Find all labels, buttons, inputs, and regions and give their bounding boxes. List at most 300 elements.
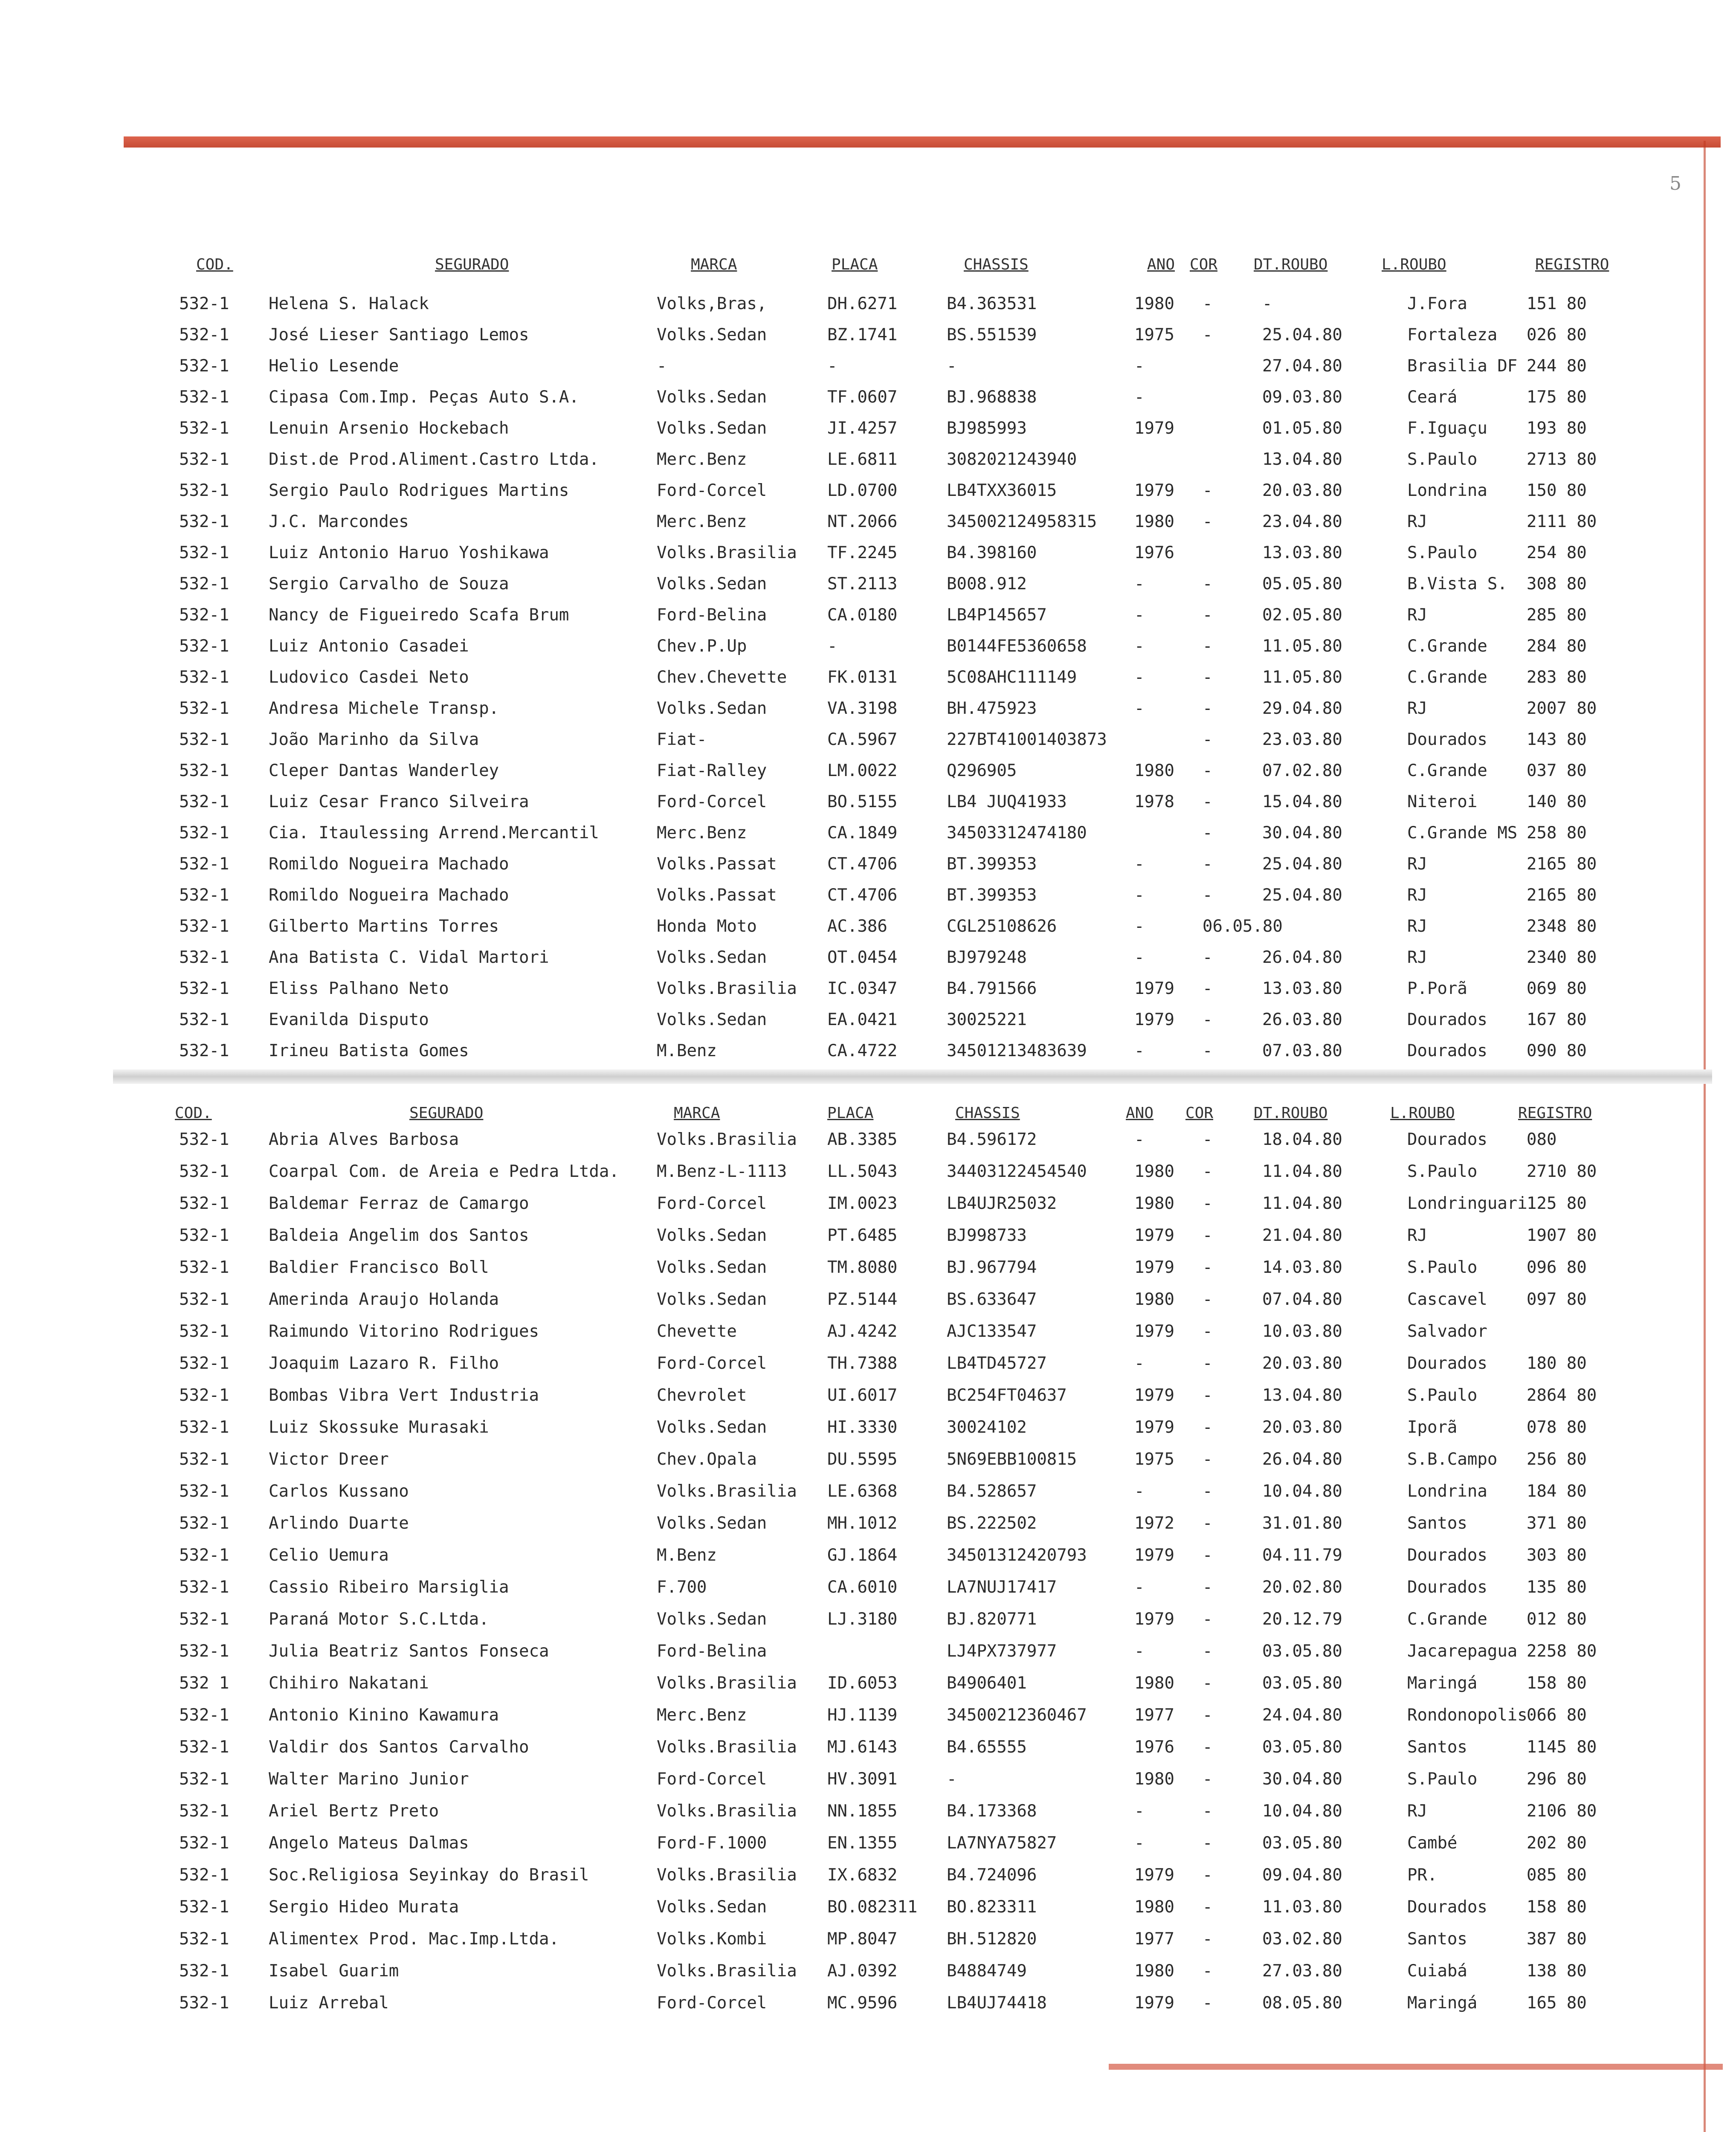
- cell-registro: 284 80: [1527, 637, 1587, 656]
- cell-dt-roubo: 15.04.80: [1262, 792, 1342, 811]
- table-row: [179, 1226, 1646, 1257]
- cell-local-roubo: Londrina: [1407, 1482, 1487, 1501]
- cell-dt-roubo: 20.03.80: [1262, 481, 1342, 500]
- cell-ano: 1980: [1134, 512, 1174, 531]
- cell-chassis: LB4UJ74418: [947, 1993, 1047, 2013]
- cell-segurado: Abria Alves Barbosa: [269, 1130, 459, 1149]
- cell-registro: 026 80: [1527, 325, 1587, 345]
- cell-cor: -: [1203, 1993, 1213, 2013]
- header-placa: PLACA: [827, 1104, 874, 1122]
- cell-dt-roubo: 13.04.80: [1262, 450, 1342, 469]
- cell-placa: LJ.3180: [827, 1610, 898, 1629]
- page-number: 5: [1669, 173, 1681, 194]
- cell-cor: -: [1203, 1482, 1213, 1501]
- cell-placa: MP.8047: [827, 1929, 898, 1949]
- cell-marca: Volks.Brasilia: [657, 1482, 797, 1501]
- cell-chassis: AJC133547: [947, 1322, 1037, 1341]
- cell-ano: 1980: [1134, 761, 1174, 780]
- table-row: [179, 1642, 1646, 1672]
- cell-placa: MC.9596: [827, 1993, 898, 2013]
- cell-cor: -: [1203, 1610, 1213, 1629]
- cell-marca: Volks.Sedan: [657, 1610, 767, 1629]
- cell-dt-roubo: 04.11.79: [1262, 1546, 1342, 1565]
- cell-cor: -: [1203, 481, 1213, 500]
- cell-dt-roubo: 26.04.80: [1262, 1450, 1342, 1469]
- cell-cod: 532-1: [179, 1514, 229, 1533]
- cell-local-roubo: C.Grande: [1407, 637, 1487, 656]
- cell-chassis: LA7NYA75827: [947, 1834, 1057, 1853]
- cell-ano: -: [1134, 668, 1145, 687]
- cell-cod: 532-1: [179, 512, 229, 531]
- cell-local-roubo: RJ: [1407, 948, 1427, 967]
- cell-dt-roubo: 07.02.80: [1262, 761, 1342, 780]
- cell-marca: Volks.Sedan: [657, 1897, 767, 1917]
- cell-registro: 080: [1527, 1130, 1557, 1149]
- cell-segurado: Walter Marino Junior: [269, 1770, 469, 1789]
- cell-cod: 532-1: [179, 450, 229, 469]
- cell-placa: CT.4706: [827, 855, 898, 874]
- header-cod: COD.: [175, 1104, 212, 1122]
- cell-registro: 308 80: [1527, 574, 1587, 594]
- cell-placa: PT.6485: [827, 1226, 898, 1245]
- cell-dt-roubo: 09.04.80: [1262, 1866, 1342, 1885]
- cell-registro: 037 80: [1527, 761, 1587, 780]
- cell-chassis: -: [947, 356, 957, 376]
- table-row: [179, 1290, 1646, 1321]
- cell-chassis: B4.65555: [947, 1738, 1027, 1757]
- cell-local-roubo: Santos: [1407, 1738, 1467, 1757]
- cell-cod: 532-1: [179, 1578, 229, 1597]
- header-registro: REGISTRO: [1518, 1104, 1592, 1122]
- cell-chassis: 5C08AHC111149: [947, 668, 1077, 687]
- cell-chassis: 5N69EBB100815: [947, 1450, 1077, 1469]
- cell-marca: Volks.Sedan: [657, 1226, 767, 1245]
- cell-segurado: Helio Lesende: [269, 356, 399, 376]
- cell-local-roubo: Dourados: [1407, 1546, 1487, 1565]
- cell-chassis: -: [947, 1770, 957, 1789]
- cell-registro: 2165 80: [1527, 855, 1597, 874]
- cell-segurado: Luiz Antonio Casadei: [269, 637, 469, 656]
- table-row: [179, 1514, 1646, 1544]
- cell-segurado: Cassio Ribeiro Marsiglia: [269, 1578, 509, 1597]
- header-l-roubo: L.ROUBO: [1390, 1104, 1455, 1122]
- cell-ano: -: [1134, 574, 1145, 594]
- cell-cor: -: [1203, 1802, 1213, 1821]
- cell-ano: 1979: [1134, 1010, 1174, 1029]
- cell-chassis: 30024102: [947, 1418, 1027, 1437]
- cell-local-roubo: PR.: [1407, 1866, 1437, 1885]
- cell-marca: Ford-F.1000: [657, 1834, 767, 1853]
- table-row: [179, 1674, 1646, 1704]
- cell-dt-roubo: 03.02.80: [1262, 1929, 1342, 1949]
- cell-chassis: B4884749: [947, 1961, 1027, 1981]
- cell-cod: 532-1: [179, 948, 229, 967]
- cell-dt-roubo: 20.12.79: [1262, 1610, 1342, 1629]
- cell-segurado: Chihiro Nakatani: [269, 1674, 429, 1693]
- cell-segurado: Luiz Cesar Franco Silveira: [269, 792, 529, 811]
- table-row: [179, 1929, 1646, 1960]
- cell-registro: 2106 80: [1527, 1802, 1597, 1821]
- cell-segurado: Isabel Guarim: [269, 1961, 399, 1981]
- cell-registro: 085 80: [1527, 1866, 1587, 1885]
- cell-cod: 532-1: [179, 1834, 229, 1853]
- table-row: [179, 1162, 1646, 1193]
- cell-cor: -: [1203, 1290, 1213, 1309]
- cell-cod: 532-1: [179, 1706, 229, 1725]
- cell-marca: Volks.Brasilia: [657, 1738, 797, 1757]
- cell-cod: 532-1: [179, 1041, 229, 1060]
- cell-registro: 1907 80: [1527, 1226, 1597, 1245]
- cell-cor: -: [1203, 979, 1213, 998]
- table-row: [179, 325, 1646, 356]
- cell-cor: -: [1203, 730, 1213, 749]
- table-row: [179, 356, 1646, 387]
- header-registro: REGISTRO: [1535, 256, 1609, 273]
- cell-registro: 066 80: [1527, 1706, 1587, 1725]
- cell-placa: HV.3091: [827, 1770, 898, 1789]
- cell-dt-roubo: 03.05.80: [1262, 1674, 1342, 1693]
- cell-dt-roubo: 13.04.80: [1262, 1386, 1342, 1405]
- cell-cod: 532-1: [179, 1290, 229, 1309]
- cell-cor: -: [1203, 1418, 1213, 1437]
- cell-cor: -: [1203, 1226, 1213, 1245]
- cell-registro: 303 80: [1527, 1546, 1587, 1565]
- cell-chassis: 345002124958315: [947, 512, 1097, 531]
- cell-registro: 296 80: [1527, 1770, 1587, 1789]
- cell-cor: -: [1203, 1642, 1213, 1661]
- cell-local-roubo: RJ: [1407, 917, 1427, 936]
- cell-local-roubo: S.Paulo: [1407, 1258, 1478, 1277]
- cell-ano: 1977: [1134, 1706, 1174, 1725]
- cell-dt-roubo: 18.04.80: [1262, 1130, 1342, 1149]
- cell-cod: 532-1: [179, 1258, 229, 1277]
- cell-placa: IX.6832: [827, 1866, 898, 1885]
- cell-registro: 150 80: [1527, 481, 1587, 500]
- cell-dt-roubo: 29.04.80: [1262, 699, 1342, 718]
- cell-segurado: José Lieser Santiago Lemos: [269, 325, 529, 345]
- table-row: [179, 1866, 1646, 1896]
- cell-placa: LD.0700: [827, 481, 898, 500]
- cell-chassis: 3082021243940: [947, 450, 1077, 469]
- cell-registro: 371 80: [1527, 1514, 1587, 1533]
- cell-cod: 532-1: [179, 1802, 229, 1821]
- cell-local-roubo: Dourados: [1407, 1578, 1487, 1597]
- cell-segurado: Celio Uemura: [269, 1546, 389, 1565]
- cell-ano: 1977: [1134, 1929, 1174, 1949]
- cell-registro: 193 80: [1527, 419, 1587, 438]
- cell-ano: -: [1134, 948, 1145, 967]
- cell-cor: -: [1203, 1866, 1213, 1885]
- table-row: [179, 450, 1646, 481]
- cell-cor: -: [1203, 1010, 1213, 1029]
- cell-local-roubo: S.Paulo: [1407, 1770, 1478, 1789]
- cell-cod: 532-1: [179, 1482, 229, 1501]
- cell-ano: -: [1134, 637, 1145, 656]
- cell-dt-roubo: 05.05.80: [1262, 574, 1342, 594]
- cell-dt-roubo: 25.04.80: [1262, 325, 1342, 345]
- cell-ano: 1979: [1134, 1546, 1174, 1565]
- cell-segurado: Antonio Kinino Kawamura: [269, 1706, 499, 1725]
- cell-local-roubo: RJ: [1407, 886, 1427, 905]
- cell-ano: 1976: [1134, 543, 1174, 562]
- cell-local-roubo: S.Paulo: [1407, 1162, 1478, 1181]
- cell-dt-roubo: 13.03.80: [1262, 543, 1342, 562]
- cell-cor: -: [1203, 1386, 1213, 1405]
- cell-cor: 06.05.80: [1203, 917, 1283, 936]
- table-row: [179, 1802, 1646, 1832]
- cell-ano: 1979: [1134, 419, 1174, 438]
- cell-marca: Volks.Brasilia: [657, 1866, 797, 1885]
- cell-cor: -: [1203, 1770, 1213, 1789]
- cell-local-roubo: F.Iguaçu: [1407, 419, 1487, 438]
- cell-local-roubo: Cambé: [1407, 1834, 1458, 1853]
- cell-dt-roubo: 20.02.80: [1262, 1578, 1342, 1597]
- cell-placa: IM.0023: [827, 1194, 898, 1213]
- cell-marca: Volks.Sedan: [657, 948, 767, 967]
- cell-chassis: BT.399353: [947, 886, 1037, 905]
- header-ano: ANO: [1147, 256, 1175, 273]
- cell-ano: -: [1134, 855, 1145, 874]
- cell-dt-roubo: 31.01.80: [1262, 1514, 1342, 1533]
- cell-cor: -: [1203, 1194, 1213, 1213]
- cell-local-roubo: Iporã: [1407, 1418, 1458, 1437]
- cell-placa: TM.8080: [827, 1258, 898, 1277]
- cell-placa: NN.1855: [827, 1802, 898, 1821]
- cell-ano: 1980: [1134, 294, 1174, 313]
- cell-dt-roubo: -: [1262, 294, 1272, 313]
- cell-marca: Volks.Sedan: [657, 1514, 767, 1533]
- header-cor: COR: [1185, 1104, 1214, 1122]
- table-row: [179, 294, 1646, 325]
- cell-segurado: Baldemar Ferraz de Camargo: [269, 1194, 529, 1213]
- cell-segurado: Luiz Skossuke Murasaki: [269, 1418, 489, 1437]
- cell-ano: 1980: [1134, 1770, 1174, 1789]
- cell-dt-roubo: 27.03.80: [1262, 1961, 1342, 1981]
- cell-marca: Volks.Passat: [657, 855, 777, 874]
- table-row: [179, 1961, 1646, 1992]
- cell-local-roubo: Maringá: [1407, 1674, 1478, 1693]
- table-row: [179, 1610, 1646, 1640]
- cell-marca: Merc.Benz: [657, 1706, 747, 1725]
- cell-segurado: Romildo Nogueira Machado: [269, 886, 509, 905]
- top-red-rule: [124, 136, 1721, 148]
- cell-segurado: Dist.de Prod.Aliment.Castro Ltda.: [269, 450, 599, 469]
- cell-dt-roubo: 07.03.80: [1262, 1041, 1342, 1060]
- cell-ano: 1980: [1134, 1674, 1174, 1693]
- cell-placa: HI.3330: [827, 1418, 898, 1437]
- header-dt-roubo: DT.ROUBO: [1254, 256, 1328, 273]
- cell-ano: -: [1134, 388, 1145, 407]
- cell-marca: Merc.Benz: [657, 512, 747, 531]
- header-chassis: CHASSIS: [955, 1104, 1020, 1122]
- cell-registro: 175 80: [1527, 388, 1587, 407]
- cell-local-roubo: Brasilia DF: [1407, 356, 1518, 376]
- cell-cor: -: [1203, 1961, 1213, 1981]
- cell-marca: Honda Moto: [657, 917, 757, 936]
- cell-cor: -: [1203, 1674, 1213, 1693]
- cell-cod: 532-1: [179, 1418, 229, 1437]
- cell-segurado: Baldeia Angelim dos Santos: [269, 1226, 529, 1245]
- cell-ano: -: [1134, 356, 1145, 376]
- cell-local-roubo: C.Grande MS: [1407, 823, 1518, 843]
- cell-placa: LE.6811: [827, 450, 898, 469]
- cell-cod: 532-1: [179, 325, 229, 345]
- cell-cor: -: [1203, 1354, 1213, 1373]
- cell-registro: 285 80: [1527, 605, 1587, 625]
- header-segurado: SEGURADO: [409, 1104, 484, 1122]
- cell-chassis: BJ.967794: [947, 1258, 1037, 1277]
- table-row: [179, 1418, 1646, 1448]
- cell-placa: AJ.0392: [827, 1961, 898, 1981]
- cell-marca: Volks.Sedan: [657, 574, 767, 594]
- cell-chassis: BC254FT04637: [947, 1386, 1067, 1405]
- cell-dt-roubo: 25.04.80: [1262, 886, 1342, 905]
- cell-marca: Volks.Brasilia: [657, 1961, 797, 1981]
- cell-dt-roubo: 24.04.80: [1262, 1706, 1342, 1725]
- cell-chassis: B4.791566: [947, 979, 1037, 998]
- cell-dt-roubo: 13.03.80: [1262, 979, 1342, 998]
- table-row: [179, 730, 1646, 761]
- cell-cod: 532-1: [179, 1642, 229, 1661]
- cell-marca: Volks.Brasilia: [657, 543, 797, 562]
- cell-segurado: Gilberto Martins Torres: [269, 917, 499, 936]
- cell-chassis: B4.724096: [947, 1866, 1037, 1885]
- cell-segurado: Bombas Vibra Vert Industria: [269, 1386, 539, 1405]
- cell-marca: Volks.Sedan: [657, 1290, 767, 1309]
- table-row: [179, 699, 1646, 730]
- cell-registro: 135 80: [1527, 1578, 1587, 1597]
- cell-ano: -: [1134, 917, 1145, 936]
- cell-placa: TF.0607: [827, 388, 898, 407]
- cell-registro: 2007 80: [1527, 699, 1597, 718]
- cell-dt-roubo: 26.03.80: [1262, 1010, 1342, 1029]
- cell-cor: -: [1203, 855, 1213, 874]
- cell-chassis: 34501213483639: [947, 1041, 1087, 1060]
- cell-registro: 167 80: [1527, 1010, 1587, 1029]
- cell-ano: 1979: [1134, 1386, 1174, 1405]
- cell-cod: 532-1: [179, 1386, 229, 1405]
- cell-cor: -: [1203, 1546, 1213, 1565]
- cell-ano: 1979: [1134, 481, 1174, 500]
- cell-marca: Chevette: [657, 1322, 737, 1341]
- cell-cod: 532-1: [179, 886, 229, 905]
- cell-local-roubo: Dourados: [1407, 1130, 1487, 1149]
- cell-ano: -: [1134, 886, 1145, 905]
- cell-placa: DU.5595: [827, 1450, 898, 1469]
- cell-registro: 2165 80: [1527, 886, 1597, 905]
- table-row: [179, 1546, 1646, 1576]
- cell-marca: Volks.Sedan: [657, 325, 767, 345]
- cell-cod: 532 1: [179, 1674, 229, 1693]
- cell-registro: 2348 80: [1527, 917, 1597, 936]
- cell-placa: CT.4706: [827, 886, 898, 905]
- cell-cor: -: [1203, 1258, 1213, 1277]
- cell-cor: -: [1203, 1322, 1213, 1341]
- cell-local-roubo: S.Paulo: [1407, 1386, 1478, 1405]
- cell-cod: 532-1: [179, 1194, 229, 1213]
- cell-local-roubo: Cuiabá: [1407, 1961, 1467, 1981]
- cell-local-roubo: S.Paulo: [1407, 543, 1478, 562]
- cell-cod: 532-1: [179, 388, 229, 407]
- table-row: [179, 792, 1646, 823]
- table-row: [179, 1386, 1646, 1417]
- cell-marca: Ford-Corcel: [657, 1354, 767, 1373]
- cell-chassis: BJ.968838: [947, 388, 1037, 407]
- cell-cod: 532-1: [179, 823, 229, 843]
- cell-ano: 1979: [1134, 1258, 1174, 1277]
- cell-placa: BO.082311: [827, 1897, 918, 1917]
- cell-cod: 532-1: [179, 917, 229, 936]
- cell-segurado: Angelo Mateus Dalmas: [269, 1834, 469, 1853]
- cell-segurado: Arlindo Duarte: [269, 1514, 409, 1533]
- cell-local-roubo: Londrina: [1407, 481, 1487, 500]
- cell-local-roubo: P.Porã: [1407, 979, 1467, 998]
- table-row: [179, 1834, 1646, 1864]
- cell-chassis: BT.399353: [947, 855, 1037, 874]
- cell-marca: Volks.Kombi: [657, 1929, 767, 1949]
- cell-placa: PZ.5144: [827, 1290, 898, 1309]
- table-row: [179, 761, 1646, 792]
- table-row: [179, 481, 1646, 512]
- cell-local-roubo: Dourados: [1407, 1897, 1487, 1917]
- cell-segurado: Raimundo Vitorino Rodrigues: [269, 1322, 539, 1341]
- cell-segurado: Valdir dos Santos Carvalho: [269, 1738, 529, 1757]
- cell-local-roubo: Ceará: [1407, 388, 1458, 407]
- cell-local-roubo: C.Grande: [1407, 761, 1487, 780]
- cell-segurado: João Marinho da Silva: [269, 730, 479, 749]
- cell-cod: 532-1: [179, 1546, 229, 1565]
- cell-chassis: BJ.820771: [947, 1610, 1037, 1629]
- cell-marca: Ford-Corcel: [657, 1194, 767, 1213]
- cell-marca: Volks,Bras,: [657, 294, 767, 313]
- cell-cor: -: [1203, 1450, 1213, 1469]
- cell-placa: GJ.1864: [827, 1546, 898, 1565]
- cell-chassis: BJ979248: [947, 948, 1027, 967]
- cell-segurado: Ludovico Casdei Neto: [269, 668, 469, 687]
- cell-chassis: LB4UJR25032: [947, 1194, 1057, 1213]
- cell-cod: 532-1: [179, 419, 229, 438]
- cell-cor: -: [1203, 823, 1213, 843]
- cell-local-roubo: Londringuari: [1407, 1194, 1527, 1213]
- cell-placa: OT.0454: [827, 948, 898, 967]
- cell-placa: BZ.1741: [827, 325, 898, 345]
- cell-marca: Volks.Brasilia: [657, 1802, 797, 1821]
- cell-chassis: CGL25108626: [947, 917, 1057, 936]
- header-cod: COD.: [196, 256, 233, 273]
- cell-marca: Volks.Brasilia: [657, 1130, 797, 1149]
- cell-placa: LM.0022: [827, 761, 898, 780]
- cell-cor: -: [1203, 605, 1213, 625]
- cell-cod: 532-1: [179, 1226, 229, 1245]
- cell-cor: -: [1203, 1706, 1213, 1725]
- cell-segurado: Lenuin Arsenio Hockebach: [269, 419, 509, 438]
- cell-chassis: B0144FE5360658: [947, 637, 1087, 656]
- cell-placa: CA.4722: [827, 1041, 898, 1060]
- cell-cor: -: [1203, 668, 1213, 687]
- cell-ano: -: [1134, 1041, 1145, 1060]
- cell-registro: 2864 80: [1527, 1386, 1597, 1405]
- cell-cod: 532-1: [179, 1897, 229, 1917]
- cell-cod: 532-1: [179, 637, 229, 656]
- cell-dt-roubo: 20.03.80: [1262, 1354, 1342, 1373]
- cell-ano: 1972: [1134, 1514, 1174, 1533]
- cell-cor: -: [1203, 761, 1213, 780]
- table-row: [179, 574, 1646, 605]
- cell-cor: -: [1203, 512, 1213, 531]
- cell-marca: Volks.Brasilia: [657, 979, 797, 998]
- table-row: [179, 1010, 1646, 1041]
- cell-local-roubo: Salvador: [1407, 1322, 1487, 1341]
